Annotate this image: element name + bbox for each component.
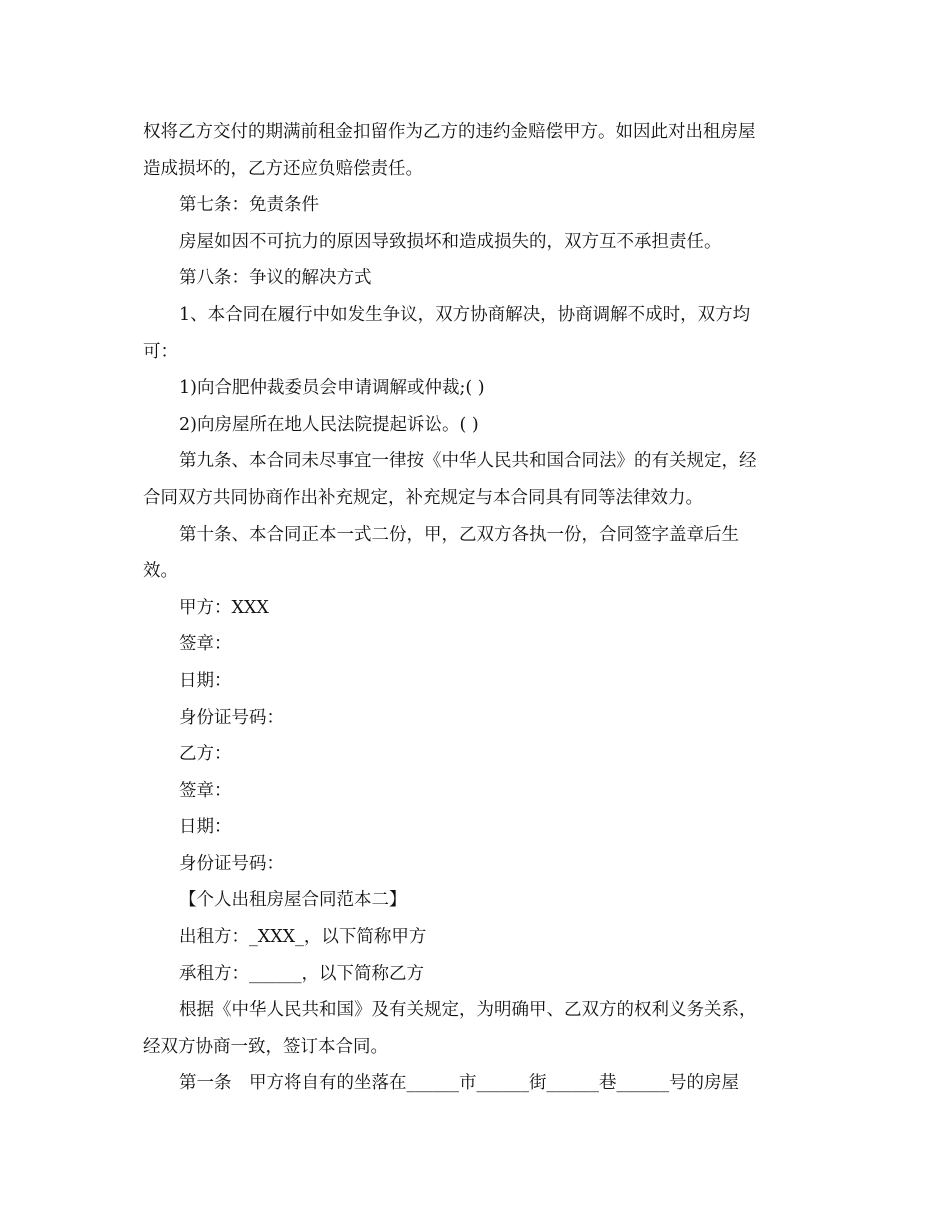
article-heading: 第七条：免责条件 bbox=[179, 195, 319, 216]
text-line: 效。 bbox=[143, 561, 178, 582]
party-a-seal: 签章： bbox=[179, 634, 232, 655]
lessor-line: 出租方：_XXX_，以下简称甲方 bbox=[179, 927, 427, 948]
text-line: 合同双方共同协商作出补充规定，补充规定与本合同具有同等法律效力。 bbox=[143, 487, 703, 508]
text-line: 造成损坏的，乙方还应负赔偿责任。 bbox=[143, 158, 423, 179]
lessee-line: 承租方：______，以下简称乙方 bbox=[179, 963, 424, 984]
text-line: 1、本合同在履行中如发生争议，双方协商解决，协商调解不成时，双方均 bbox=[179, 304, 751, 325]
text-line: 第一条 甲方将自有的坐落在______市______街______巷______号的房屋 bbox=[179, 1073, 739, 1094]
party-b-id: 身份证号码： bbox=[179, 853, 284, 874]
party-a-id: 身份证号码： bbox=[179, 707, 284, 728]
party-b-seal: 签章： bbox=[179, 780, 232, 801]
party-a-date: 日期： bbox=[179, 670, 232, 691]
text-line: 经双方协商一致，签订本合同。 bbox=[143, 1036, 388, 1057]
section-title: 【个人出租房屋合同范本二】 bbox=[179, 890, 407, 911]
contract-text bbox=[143, 114, 803, 1102]
article-heading: 第八条：争议的解决方式 bbox=[179, 268, 372, 289]
party-b-name: 乙方： bbox=[179, 744, 232, 765]
option-line: 2)向房屋所在地人民法院提起诉讼。( ) bbox=[179, 414, 479, 435]
text-line: 可： bbox=[143, 341, 178, 362]
party-a-name: 甲方：XXX bbox=[179, 597, 269, 618]
option-line: 1)向合肥仲裁委员会申请调解或仲裁;( ) bbox=[179, 378, 485, 399]
party-b-date: 日期： bbox=[179, 817, 232, 838]
text-line: 房屋如因不可抗力的原因导致损坏和造成损失的，双方互不承担责任。 bbox=[179, 231, 722, 252]
text-line: 第九条、本合同未尽事宜一律按《中华人民共和国合同法》的有关规定，经 bbox=[179, 451, 757, 472]
text-line: 根据《中华人民共和国》及有关规定，为明确甲、乙双方的权利义务关系， bbox=[179, 1000, 757, 1021]
text-line: 权将乙方交付的期满前租金扣留作为乙方的违约金赔偿甲方。如因此对出租房屋 bbox=[143, 122, 756, 142]
text-line: 第十条、本合同正本一式二份，甲，乙双方各执一份，合同签字盖章后生 bbox=[179, 524, 739, 545]
